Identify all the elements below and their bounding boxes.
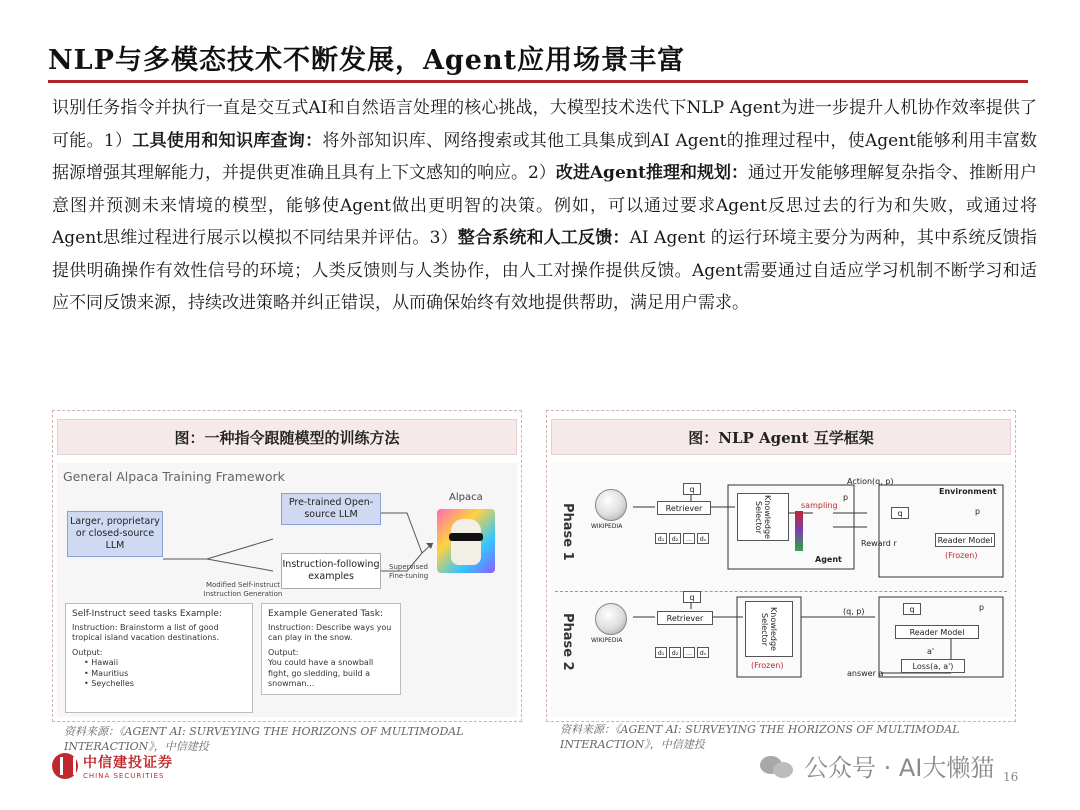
- knowledge-selector-box-2: Knowledge Selector: [745, 601, 793, 657]
- figure-right-source: 资料来源：《AGENT AI: SURVEYING THE HORIZONS OF MULTIMODAL INTERACTION》，中信建投: [560, 723, 960, 751]
- doc-cell: dₙ: [697, 533, 709, 544]
- alpaca-image: [437, 509, 495, 573]
- company-logo: [52, 752, 173, 780]
- seed-heading: Self-Instruct seed tasks Example:: [72, 609, 222, 619]
- doc-cell: d₂: [669, 647, 681, 658]
- phase-1-label: Phase 1: [560, 503, 575, 561]
- sampling-label: sampling: [801, 501, 838, 510]
- q-box-2: q: [683, 591, 701, 603]
- seed-output-1: • Hawaii: [84, 658, 119, 667]
- paragraph-text-2: 将外部知识库、网络搜索或其他工具集成到AI Agent的推理过程中，使Agent能够利用丰富数据源增强其理解能力，并提供更准确且具有上下文感知的响应。2）: [52, 130, 1037, 183]
- seed-instruction: Instruction: Brainstorm a list of good tropical island vacation destinations.: [72, 622, 220, 642]
- phase-2-label: Phase 2: [560, 613, 575, 671]
- reader-model-box-1: Reader Model: [935, 533, 995, 547]
- q-box-env: q: [891, 507, 909, 519]
- agent-label: Agent: [815, 555, 842, 564]
- doc-cell: ...: [683, 533, 695, 544]
- logo-cn-text: 中信建投证券: [83, 755, 173, 771]
- watermark-text: 公众号 · AI大懒猫: [804, 754, 995, 782]
- a-prime-label: a': [927, 647, 935, 656]
- doc-cell: d₂: [669, 533, 681, 544]
- generated-output-label: Output:: [268, 647, 299, 657]
- watermark: [760, 748, 994, 783]
- page-title: NLP与多模态技术不断发展，Agent应用场景丰富: [48, 45, 686, 76]
- logo-en-text: CHINA SECURITIES: [83, 772, 165, 780]
- figure-left-caption: 图：一种指令跟随模型的训练方法: [57, 419, 517, 455]
- doc-cell: ...: [683, 647, 695, 658]
- paragraph-bold-3: 整合系统和人工反馈：: [457, 228, 630, 248]
- generated-heading: Example Generated Task:: [268, 609, 383, 619]
- wikipedia-label-2: WIKIPEDIA: [591, 637, 623, 644]
- title-divider: [48, 80, 1028, 83]
- reward-label: Reward r: [861, 539, 897, 548]
- wikipedia-logo-1: [595, 489, 627, 521]
- wikipedia-logo-2: [595, 603, 627, 635]
- wikipedia-label-1: WIKIPEDIA: [591, 523, 623, 530]
- generated-task-box: [261, 603, 401, 695]
- proprietary-llm-box: Larger, proprietary or closed-source LLM: [67, 511, 163, 557]
- figure-left-image: [57, 463, 517, 717]
- paragraph-bold-2: 改进Agent推理和规划：: [555, 163, 748, 183]
- action-label: Action(q, p): [847, 477, 894, 486]
- loss-box: Loss(a, a'): [901, 659, 965, 673]
- supervised-finetuning-label: Supervised Fine-tuning: [389, 563, 429, 580]
- doc-cell: dₙ: [697, 647, 709, 658]
- alpaca-label: Alpaca: [449, 492, 483, 503]
- pretrained-llm-box: Pre-trained Open-source LLM: [281, 493, 381, 525]
- generated-output: You could have a snowball fight, go sledding, build a snowman…: [268, 658, 374, 688]
- body-paragraph: [52, 92, 1037, 320]
- seed-output-label: Output:: [72, 647, 103, 657]
- figure-left-panel: [52, 410, 522, 722]
- instruction-examples-box: Instruction-following examples: [281, 553, 381, 589]
- p-label-env: p: [975, 507, 981, 516]
- environment-label: Environment: [939, 487, 997, 496]
- answer-label: answer a: [847, 669, 884, 678]
- paragraph-bold-1: 工具使用和知识库查询：: [132, 130, 323, 151]
- frozen-label-1: (Frozen): [945, 551, 978, 560]
- seed-output-2: • Mauritius: [84, 668, 129, 678]
- self-instruct-label: Modified Self-instruct Instruction Generation: [203, 581, 283, 598]
- paragraph-text-4: AI Agent 的运行环境主要分为两种，其中系统反馈指提供明确操作有效性信号的环境；人类反馈则与人类协作，由人工对操作提供反馈。Agent需要通过自适应学习机制不断学习和适应不同反馈来源，持续改进策略并纠正错误，从而确保始终有效地提供帮助，满足用户需求。: [52, 228, 1037, 313]
- qp-label: (q, p): [843, 607, 865, 616]
- reader-model-box-2: Reader Model: [895, 625, 979, 639]
- seed-output-3: • Seychelles: [84, 679, 134, 688]
- doc-cell: d₁: [655, 647, 667, 658]
- framework-title: General Alpaca Training Framework: [63, 469, 285, 484]
- p-label-env-2: p: [979, 603, 985, 612]
- q-box-1: q: [683, 483, 701, 495]
- sampling-bar: [795, 511, 803, 551]
- figure-left-source: 资料来源：《AGENT AI: SURVEYING THE HORIZONS OF MULTIMODAL INTERACTION》，中信建投: [64, 725, 464, 753]
- paragraph-text-1: 识别任务指令并执行一直是交互式AI和自然语言处理的核心挑战，大模型技术迭代下NLP Agent为进一步提升人机协作效率提供了可能。1）: [52, 98, 1037, 151]
- frozen-label-2: (Frozen): [751, 661, 784, 670]
- knowledge-selector-box-1: Knowledge Selector: [737, 493, 789, 541]
- doc-cell: d₁: [655, 533, 667, 544]
- seed-task-box: [65, 603, 253, 713]
- citic-logo-icon: [52, 753, 78, 779]
- figure-right-panel: [546, 410, 1016, 722]
- figure-right-caption: 图：NLP Agent 互学框架: [551, 419, 1011, 455]
- retriever-box-2: Retriever: [657, 611, 713, 625]
- wechat-icon: [760, 752, 796, 780]
- q-box-env-2: q: [903, 603, 921, 615]
- paragraph-text-3: 通过开发能够理解复杂指令、推断用户意图并预测未来情境的模型，能够使Agent做出更明智的决策。例如，可以通过要求Agent反思过去的行为和失败，或通过将Agent思维过程进行展示以模拟不同结果并评估。3）: [52, 163, 1038, 248]
- figure-right-image: [551, 463, 1011, 717]
- retriever-box-1: Retriever: [657, 501, 711, 515]
- page-number: 16: [1003, 770, 1019, 784]
- p-label-1: p: [843, 493, 849, 502]
- generated-instruction: Instruction: Describe ways you can play in the snow.: [268, 622, 392, 642]
